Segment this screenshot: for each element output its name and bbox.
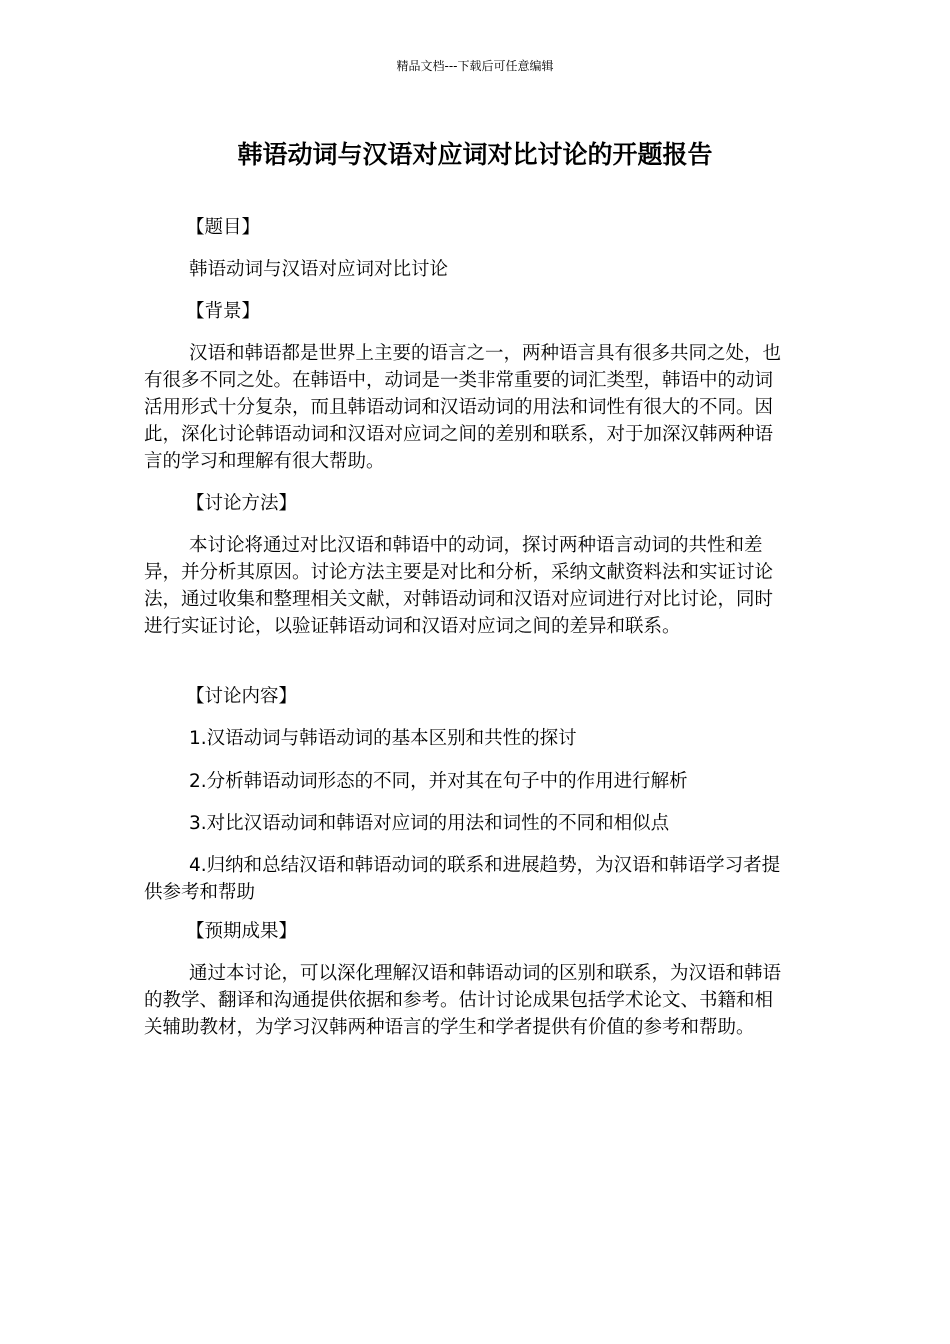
header-note: 精品文档---下载后可任意编辑	[396, 59, 554, 73]
background-heading: 【背景】	[186, 301, 261, 322]
method-paragraph: 本讨论将通过对比汉语和韩语中的动词，探讨两种语言动词的共性和差异，并分析其原因。讨论方法主要是对比和分析，采纳文献资料法和实证讨论法，通过收集和整理相关文献，对韩语动词和汉语对应词进行对比讨论，同时进行实证讨论，以验证韩语动词和汉语对应词之间的差异和联系。	[144, 535, 774, 637]
content-heading: 【讨论内容】	[186, 686, 298, 707]
background-paragraph: 汉语和韩语都是世界上主要的语言之一，两种语言具有很多共同之处，也有很多不同之处。在韩语中，动词是一类非常重要的词汇类型，韩语中的动词活用形式十分复杂，而且韩语动词和汉语动词的用法和词性有很大的不同。因此，深化讨论韩语动词和汉语对应词之间的差别和联系，对于加深汉韩两种语言的学习和理解有很大帮助。	[144, 343, 782, 472]
results-paragraph: 通过本讨论，可以深化理解汉语和韩语动词的区别和联系，为汉语和韩语的教学、翻译和沟通提供依据和参考。估计讨论成果包括学术论文、书籍和相关辅助教材，为学习汉韩两种语言的学生和学者提供有价值的参考和帮助。	[144, 963, 782, 1038]
topic-heading: 【题目】	[186, 217, 261, 238]
content-item-2: 2.分析韩语动词形态的不同，并对其在句子中的作用进行解析	[189, 771, 688, 792]
results-heading: 【预期成果】	[186, 921, 298, 942]
method-heading: 【讨论方法】	[186, 493, 298, 514]
topic-text: 韩语动词与汉语对应词对比讨论	[189, 259, 449, 280]
content-item-1: 1.汉语动词与韩语动词的基本区别和共性的探讨	[189, 728, 577, 749]
content-item-4: 4.归纳和总结汉语和韩语动词的联系和进展趋势，为汉语和韩语学习者提供参考和帮助	[144, 855, 781, 903]
document-title: 韩语动词与汉语对应词对比讨论的开题报告	[237, 140, 713, 169]
content-item-3: 3.对比汉语动词和韩语对应词的用法和词性的不同和相似点	[189, 813, 670, 834]
